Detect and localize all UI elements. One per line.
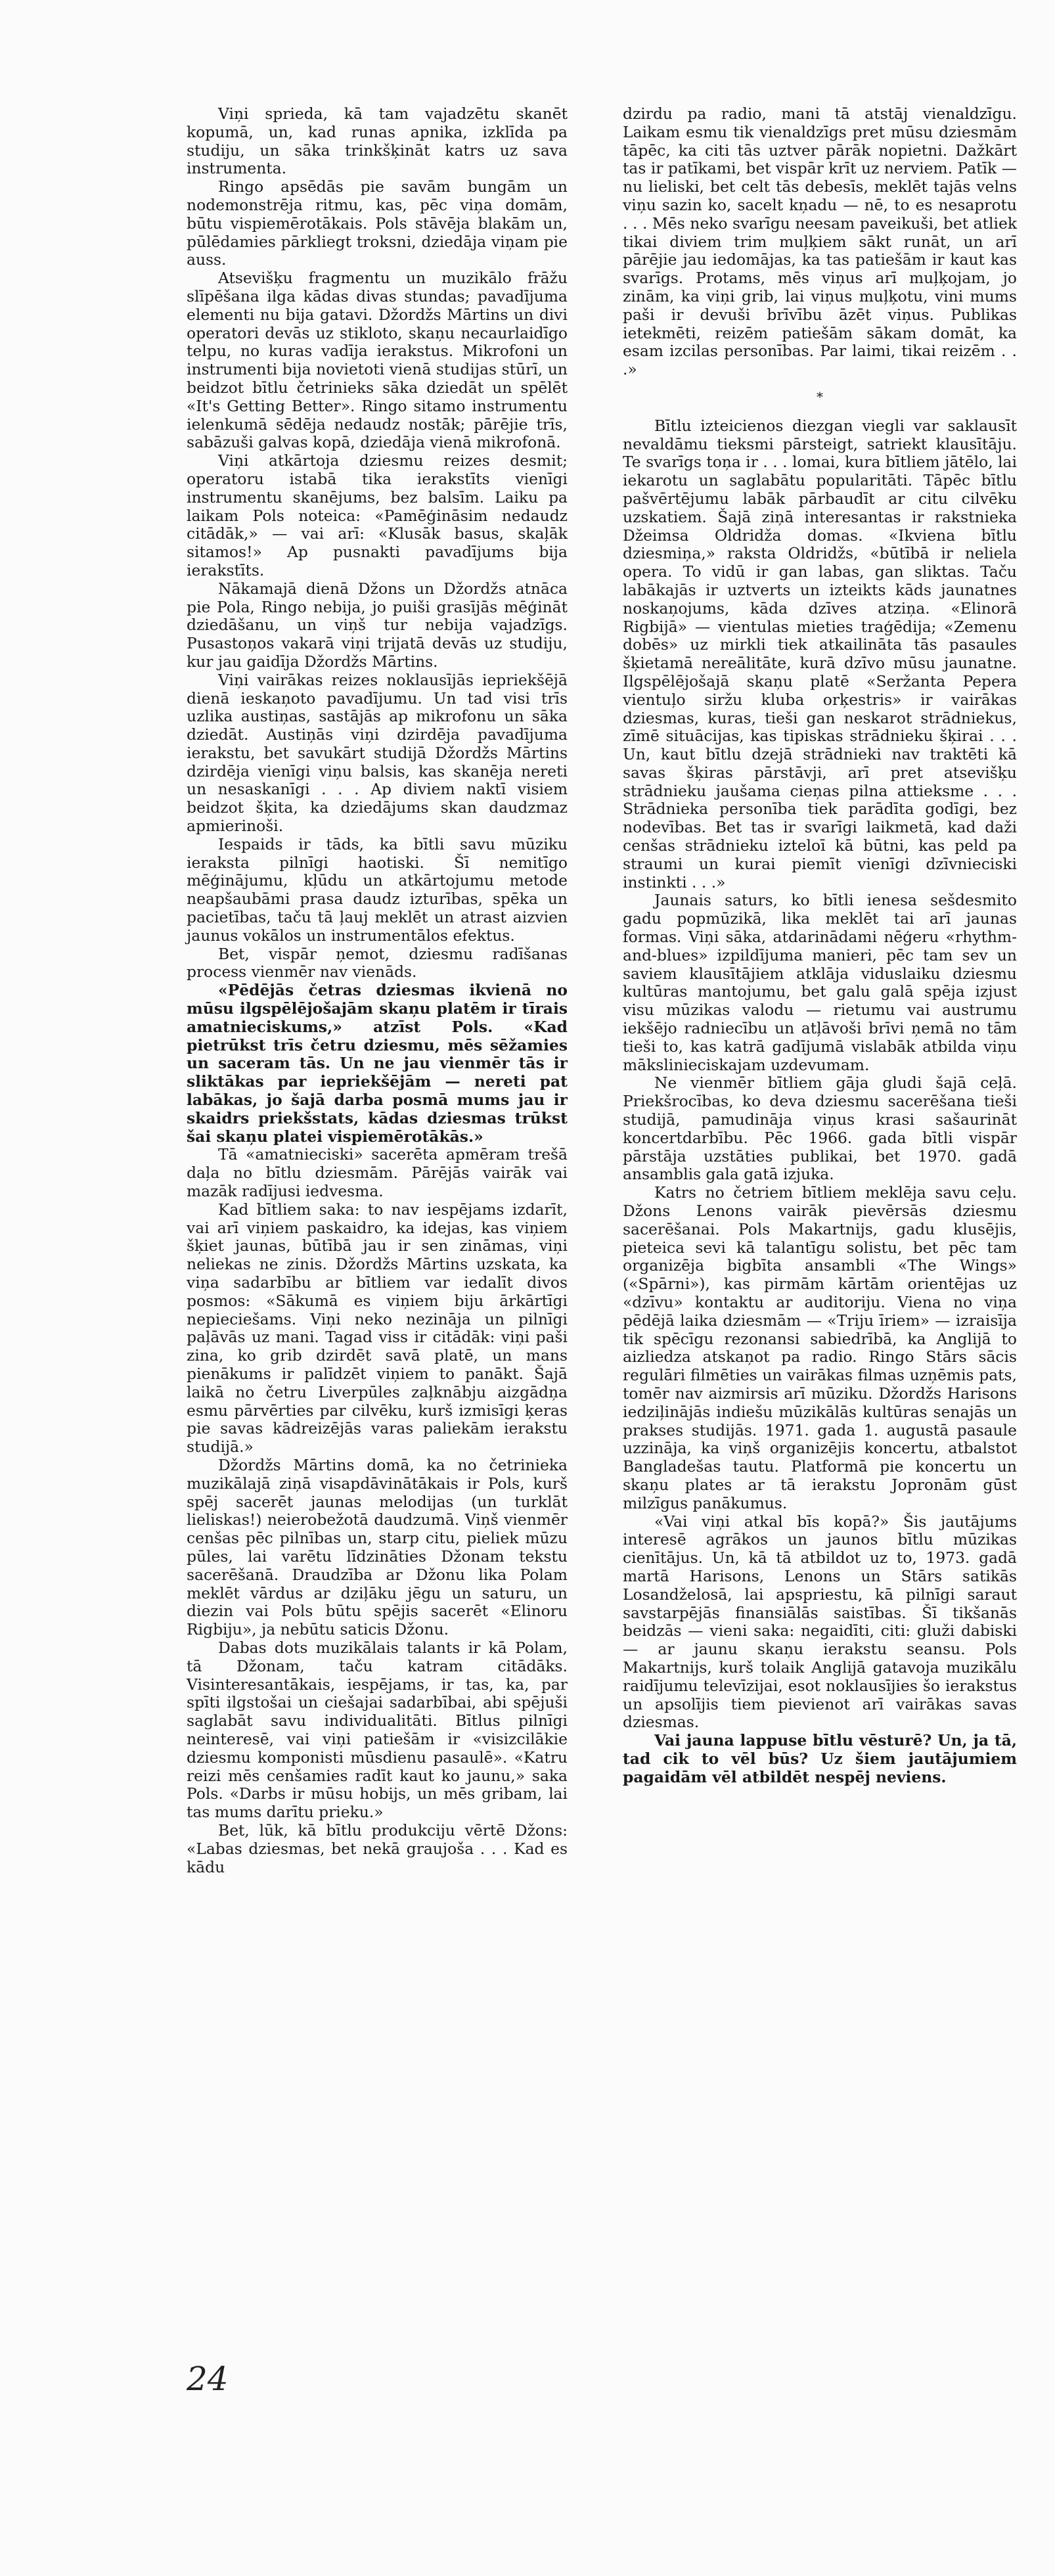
- paragraph: Ne vienmēr bītliem gāja gludi šajā ceļā. Priekšrocības, ko deva dziesmu sacerēšana tieši studijā, pamudināja viņus krasi sašaurināt koncertdarbību. Pēc 1966. gada bītli vispār pārstāja uzstāties publikai, bet 1970. gadā ansamblis gala gatā izjuka.: [623, 1073, 1017, 1184]
- paragraph: Bītlu izteicienos diezgan viegli var saklausīt nevaldāmu tieksmi pārsteigt, satriekt klausītāju. Te svarīgs toņa ir . . . lomai, kura bītliem jātēlo, lai iekarotu un saglabātu popularitāti. Tāpēc bītlu pašvērtējumu labāk pārbaudīt ar citu cilvēku uzskatiem. Šajā ziņā interesantas ir rakstnieka Džeimsa Oldridža domas. «Ikviena bītlu dziesmiņa,» raksta Oldridžs, «būtībā ir neliela opera. To vidū ir gan labas, gan sliktas. Taču labākajās ir uztverts un izteikts kāds jaunatnes noskaņojums, kāda dzīves atziņa. «Elinorā Rigbijā» — vientulas mieties traģēdija; «Zemenu dobēs» uz mirkli tiek atkailināta tās pasaules šķietamā nereālitāte, kurā dzīvo mūsu jaunatne. Ilgspēlējošajā skaņu platē «Seržanta Pepera vientuļo siržu kluba orķestris» ir vairākas dziesmas, kuras, tieši gan neskarot strādniekus, zīmē situācijas, kas tipiskas strādnieku šķirai . . . Un, kaut bītlu dzejā strādnieki nav traktēti kā savas šķiras pārstāvji, arī pret atsevišķu strādnieku jaušama cieņas pilna attieksme . . . Strādnieka personība tiek parādīta godīgi, bez nodevības. Bet tas ir svarīgi laikmetā, kad daži cenšas strādnieku izteloī kā būtni, kas peld pa straumi un kurai piemīt vienīgi dzīvnieciski instinkti . . .»: [623, 416, 1017, 892]
- paragraph: Bet, lūk, kā bītlu produkciju vērtē Džons: «Labas dziesmas, bet nekā graujoša . . . Kad es kādu: [187, 1820, 568, 1876]
- paragraph: Viņi vairākas reizes noklausījās iepriekšējā dienā ieskaņoto pavadījumu. Un tad visi trīs uzlika austiņas, sastājās ap mikrofonu un sāka dziedāt. Austiņās viņi dzirdēja pavadījuma ierakstu, bet savukārt studijā Džordžs Mārtins dzirdēja vienīgi viņu balsis, kas skanēja nereti un nesaskanīgi . . . Ap diviem naktī visiem beidzot šķita, ka dziedājums skan daudzmaz apmierinoši.: [187, 670, 568, 836]
- paragraph: Kad bītliem saka: to nav iespējams izdarīt, vai arī viņiem paskaidro, ka idejas, kas viņiem šķiet jaunas, būtībā jau ir sen zināmas, viņi neliekas ne zinis. Džordžs Mārtins uzskata, ka viņa sadarbību ar bītliem var iedalīt divos posmos: «Sākumā es viņiem biju ārkārtīgi nepieciešams. Viņi neko nezināja un pilnīgi paļāvās uz mani. Tagad viss ir citādāk: viņi paši zina, ko grib dzirdēt savā platē, un mans pienākums ir palīdzēt viņiem to panākt. Šajā laikā no četru Liverpūles zaļknābju aizgādņa esmu pārvērties par cilvēku, kurš izmisīgi ķeras pie savas kādreizējās varas paliekām ierakstu studijā.»: [187, 1200, 568, 1457]
- paragraph-quote: «Pēdējās četras dziesmas ikvienā no mūsu ilgspēlējošajām skaņu platēm ir tīrais amatnieciskums,» atzīst Pols. «Kad pietrūkst trīs četru dziesmu, mēs sēžamies un saceram tās. Un ne jau vienmēr tās ir sliktākas par iepriekšējām — nereti pat labākas, jo šajā darba posmā mums jau ir skaidrs priekšstats, kādas dziesmas trūkst šai skaņu platei vispiemērotākās.»: [187, 981, 568, 1146]
- paragraph-closing-question: Vai jauna lappuse bītlu vēsturē? Un, ja tā, tad cik to vēl būs? Uz šiem jautājumiem pagaidām vēl atbildēt nespēj neviens.: [623, 1731, 1017, 1786]
- paragraph: Viņi sprieda, kā tam vajadzētu skanēt kopumā, un, kad runas apnika, izklīda pa studiju, un sāka trinkšķināt katrs uz sava instrumenta.: [187, 104, 568, 178]
- paragraph: Katrs no četriem bītliem meklēja savu ceļu. Džons Lenons vairāk pievērsās dziesmu sacerēšanai. Pols Makartnijs, gadu klusējis, pieteica sevi kā talantīgu solistu, bet pēc tam organizēja bigbīta ansambli «The Wings» («Spārni»), kas pirmām kārtām orientējas uz «dzīvu» kontaktu ar auditoriju. Viena no viņa pēdējā laika dziesmām — «Triju īriem» — izraisīja tik spēcīgu rezonansi sabiedrībā, ka Anglijā to aizliedza atskaņot pa radio. Ringo Stārs sācis regulāri filmēties un vairākas filmas uzņēmis pats, tomēr nav aizmirsis arī mūziku. Džordžs Harisons iedziļinājās indiešu mūzikālās kultūras senajās un prakses studijās. 1971. gada 1. augustā pasaule uzzināja, ka viņš organizējis koncertu, atbalstot Bangladešas tautu. Platformā pie koncertu un skaņu plates ar tā ierakstu Jopronām gūst milzīgus panākumus.: [623, 1183, 1017, 1512]
- section-separator: *: [817, 388, 823, 405]
- paragraph-continued: dzirdu pa radio, mani tā atstāj vienaldzīgu. Laikam esmu tik vienaldzīgs pret mūsu dziesmām tāpēc, ka citi tās uztver pārāk nopietni. Dažkārt tas ir patīkami, bet vispār krīt uz nerviem. Patīk — nu lieliski, bet celt tās debesīs, meklēt tajās velns viņu sazin ko, sacelt kņadu — nē, to es nesaprotu . . . Mēs neko svarīgu neesam paveikuši, bet atliek tikai diviem trim muļķiem sākt runāt, un arī pārējie jau iedomājas, ka tas patiešām ir kaut kas svarīgs. Protams, mēs viņus arī muļķojam, jo zinām, ka viņi grib, lai viņus muļķotu, vini mums paši ir devuši brīvību āzēt viņus. Publikas ietekmēti, reizēm patiešām sākam domāt, ka esam izcilas personības. Par laimi, tikai reizēm . . .»: [623, 104, 1017, 379]
- paragraph: Viņi atkārtoja dziesmu reizes desmit; operatoru istabā tika ierakstīts vienīgi instrumentu skanējums, bez balsīm. Laiku pa laikam Pols noteica: «Pamēģināsim nedaudz citādāk,» — vai arī: «Klusāk basus, skaļāk sitamos!» Ap pusnakti pavadījums bija ierakstīts.: [187, 451, 568, 579]
- paragraph: «Vai viņi atkal bīs kopā?» Šis jautājums interesē agrākos un jaunos bītlu mūzikas cienītājus. Un, kā tā atbildot uz to, 1973. gadā martā Harisons, Lenons un Stārs satikās Losandželosā, lai apspriestu, kā pilnīgi saraut savstarpējās finansiālās saistības. Šī tikšanās beidzās — vieni saka: negaidīti, citi: gluži dabiski — ar jaunu skaņu ierakstu seansu. Pols Makartnijs, kurš tolaik Anglijā gatavoja muzikālu raidījumu televīzijai, esot noklausījies šo ierakstus un apsolījis tiem pievienot arī vairākas savas dziesmas.: [623, 1512, 1017, 1732]
- paragraph: Tā «amatnieciski» sacerēta apmēram trešā daļa no bītlu dziesmām. Pārējās vairāk vai mazāk radījusi iedvesma.: [187, 1145, 568, 1201]
- right-column: [623, 105, 1017, 1787]
- paragraph: Džordžs Mārtins domā, ka no četrinieka muzikālajā ziņā visapdāvinātākais ir Pols, kurš spēj sacerēt jaunas melodijas (un turklāt lieliskas!) neierobežotā daudzumā. Viņš vienmēr cenšas pēc pilnības un, starp citu, pieliek mūzu pūles, lai varētu līdzināties Džonam tekstu sacerēšanā. Draudzība ar Džonu lika Polam meklēt vārdus ar dziļāku jēgu un saturu, un diezin vai Pols būtu spējis sacerēt «Elinoru Rigbiju», ja nebūtu saticis Džonu.: [187, 1455, 568, 1639]
- left-column: [187, 105, 568, 1876]
- paragraph: Iespaids ir tāds, ka bītli savu mūziku ieraksta pilnīgi haotiski. Šī nemitīgo mēģinājumu, kļūdu un atkārtojumu metode neapšaubāmi prasa daudz izturības, spēka un pacietības, taču tā ļauj meklēt un atrast aizvien jaunus vokālos un instrumentālos efektus.: [187, 834, 568, 945]
- paragraph: Nākamajā dienā Džons un Džordžs atnāca pie Pola, Ringo nebija, jo puiši grasījās mēģināt dziedāšanu, un viņš tur nebija vajadzīgs. Pusastoņos vakarā viņi trijatā devās uz studiju, kur jau gaidīja Džordžs Mārtins.: [187, 579, 568, 671]
- paragraph: Bet, vispār ņemot, dziesmu radīšanas process vienmēr nav vienāds.: [187, 944, 568, 982]
- paragraph: Ringo apsēdās pie savām bungām un nodemonstrēja ritmu, kas, pēc viņa domām, būtu vispiemērotākais. Pols stāvēja blakām un, pūlēdamies pārkliegt troksni, dziedāja viņam pie auss.: [187, 177, 568, 269]
- paragraph: Dabas dots muzikālais talants ir kā Polam, tā Džonam, taču katram citādāks. Visinteresantākais, iespējams, ir tas, ka, par spīti ilgstošai un ciešajai sadarbībai, abi spējuši saglabāt savu individualitāti. Bītlus pilnīgi neinteresē, vai viņi patiešām ir «visizcilākie dziesmu komponisti mūsdienu pasaulē». «Katru reizi mēs cenšamies radīt kaut ko jaunu,» saka Pols. «Darbs ir mūsu hobijs, un mēs gribam, lai tas mums darītu prieku.»: [187, 1638, 568, 1822]
- paragraph: Atsevišķu fragmentu un muzikālo frāžu slīpēšana ilga kādas divas stundas; pavadījuma elementi nu bija gatavi. Džordžs Mārtins un divi operatori devās uz stikloto, skaņu necaurlaidīgo telpu, no kuras vadīja ierakstus. Mikrofoni un instrumenti bija novietoti vienā studijas stūrī, un beidzot bītlu četrinieks sāka dziedāt un spēlēt «It's Getting Better». Ringo sitamo instrumentu ielenkumā sēdēja nedaudz nostāk; pārējie trīs, sabāzuši galvas kopā, dziedāja vienā mikrofonā.: [187, 269, 568, 452]
- paragraph: Jaunais saturs, ko bītli ienesa sešdesmito gadu popmūzikā, lika meklēt tai arī jaunas formas. Viņi sāka, atdarinādami nēģeru «rhythm-and-blues» izpildījuma manieri, pēc tam sev un saviem klausītājiem atklāja viduslaiku dziesmu kultūras mantojumu, bet galu galā spēja izjust visu mūzikas valodu — rietumu vai austrumu iekšējo radniecību un atļāvoši brīvi ņemā no tām tieši to, kas katrā gadījumā vislabāk atbilda viņu mākslinieciskajam uzdevumam.: [623, 891, 1017, 1074]
- page-number: 24: [187, 2360, 229, 2398]
